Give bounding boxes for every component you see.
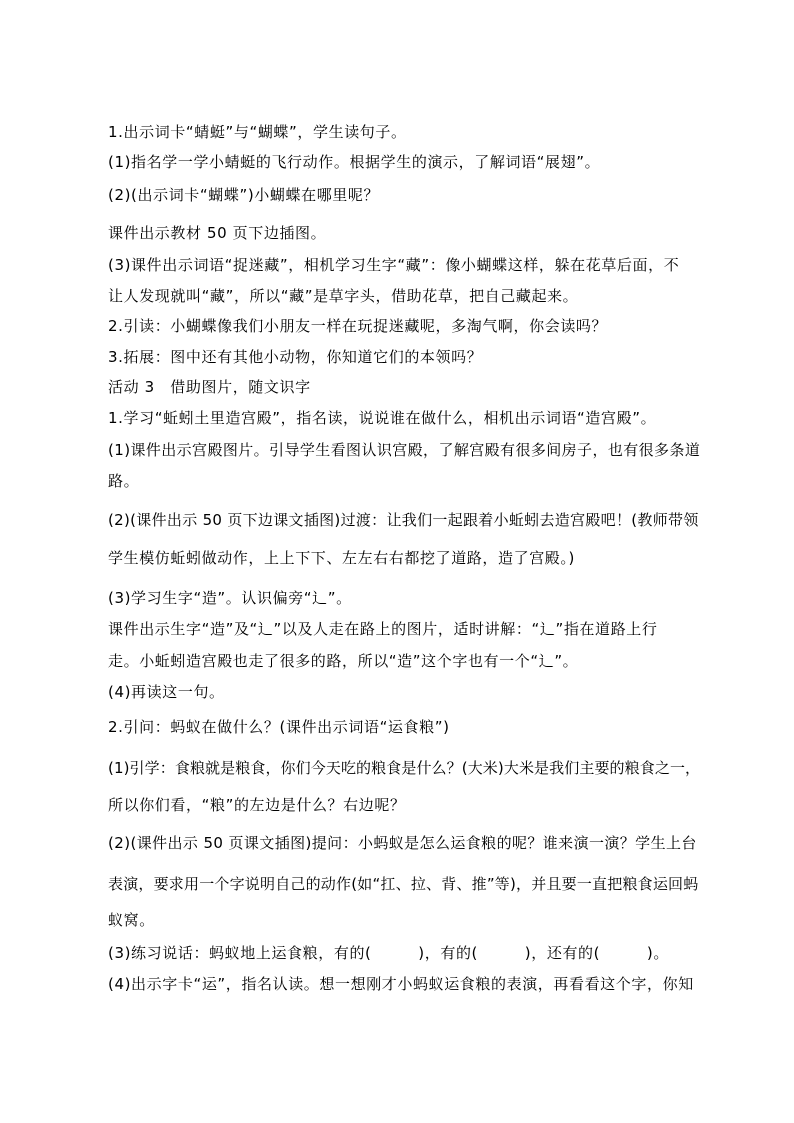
text-line: 蚁窝。 [108, 911, 155, 929]
text-line: 3.拓展：图中还有其他小动物，你知道它们的本领吗？ [108, 348, 483, 366]
text-line: 让人发现就叫“藏”，所以“藏”是草字头，借助花草，把自己藏起来。 [108, 287, 579, 305]
text-line: 2.引问：蚂蚁在做什么？(课件出示词语“运食粮”) [108, 718, 450, 736]
text-line: 走。小蚯蚓造宫殿也走了很多的路，所以“造”这个字也有一个“辶”。 [108, 652, 579, 670]
text-line: (1)引学：食粮就是粮食，你们今天吃的粮食是什么？(大米)大米是我们主要的粮食之一， [108, 759, 701, 777]
text-line: (2)(出示词卡“蝴蝶”)小蝴蝶在哪里呢？ [108, 186, 380, 204]
text-line: (4)出示字卡“运”，指名认读。想一想刚才小蚂蚁运食粮的表演，再看看这个字，你知 [108, 975, 694, 993]
text-line: 路。 [108, 472, 140, 490]
text-line: (3)课件出示词语“捉迷藏”，相机学习生字“藏”：像小蝴蝶这样，躲在花草后面，不 [108, 256, 680, 274]
text-line: 课件出示生字“造”及“辶”以及人走在路上的图片，适时讲解：“辶”指在道路上行 [108, 620, 658, 638]
text-line: (1)指名学一学小蜻蜓的飞行动作。根据学生的演示，了解词语“展翅”。 [108, 153, 601, 171]
text-line: (4)再读这一句。 [108, 683, 225, 701]
section-heading: 活动 3 借助图片，随文识字 [108, 378, 311, 396]
text-line: 学生模仿蚯蚓做动作，上上下下、左左右右都挖了道路，造了宫殿。) [108, 549, 575, 567]
text-line: (2)(课件出示 50 页下边课文插图)过渡：让我们一起跟着小蚯蚓去造宫殿吧！(教师带领 [108, 511, 699, 529]
text-line: 课件出示教材 50 页下边插图。 [108, 224, 327, 242]
text-line: 1.学习“蚯蚓土里造宫殿”，指名读，说说谁在做什么，相机出示词语“造宫殿”。 [108, 409, 657, 427]
text-line: (1)课件出示宫殿图片。引导学生看图认识宫殿，了解宫殿有很多间房子，也有很多条道 [108, 441, 701, 459]
text-line: (2)(课件出示 50 页课文插图)提问：小蚂蚁是怎么运食粮的呢？谁来演一演？学生上台 [108, 834, 697, 852]
text-line: (3)练习说话：蚂蚁地上运食粮，有的( )，有的( )，还有的( )。 [108, 944, 669, 962]
text-line: 1.出示词卡“蜻蜓”与“蝴蝶”，学生读句子。 [108, 123, 407, 141]
text-line: 表演，要求用一个字说明自己的动作(如“扛、拉、背、推”等)，并且要一直把粮食运回蚂 [108, 875, 699, 893]
text-line: 所以你们看，“粮”的左边是什么？右边呢？ [108, 796, 406, 814]
text-line: (3)学习生字“造”。认识偏旁“辶”。 [108, 589, 352, 607]
text-line: 2.引读：小蝴蝶像我们小朋友一样在玩捉迷藏呢，多淘气啊，你会读吗？ [108, 317, 608, 335]
